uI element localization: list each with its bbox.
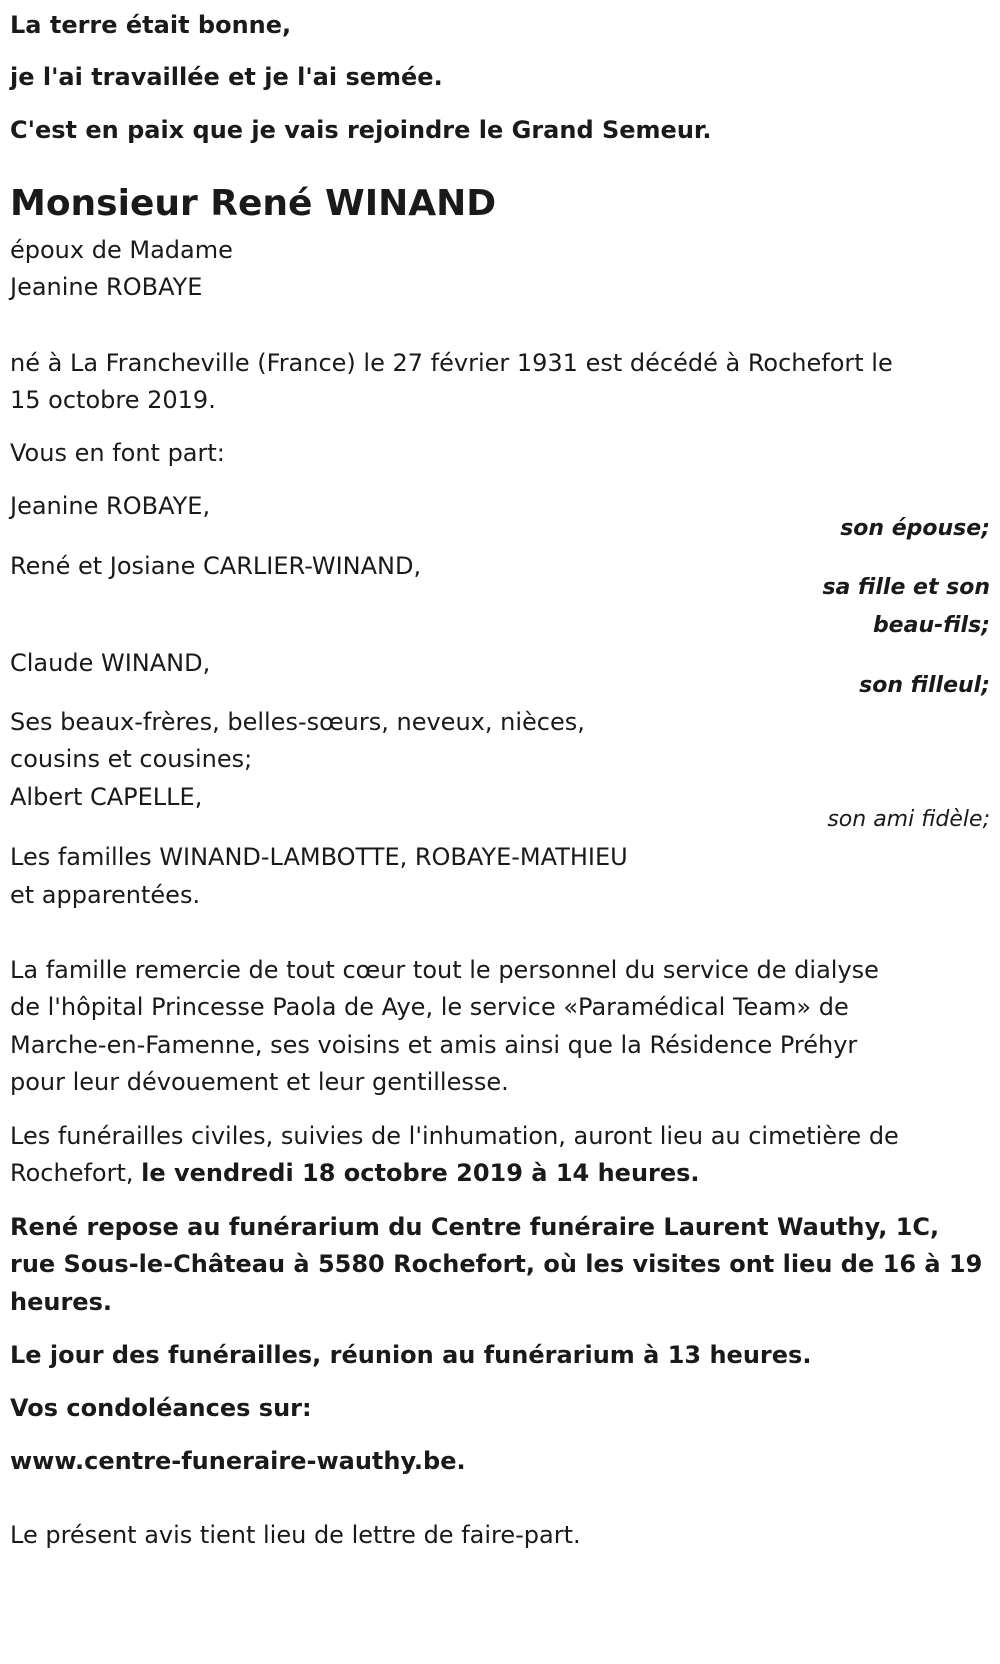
funeral-date: le vendredi 18 octobre 2019 à 14 heures. bbox=[141, 1159, 700, 1187]
family-member-1-name: Jeanine ROBAYE, bbox=[10, 492, 211, 520]
condolences-label: Vos condoléances sur: bbox=[10, 1394, 312, 1422]
funeral-place: Rochefort, bbox=[10, 1159, 142, 1187]
relatives-line-3: Albert CAPELLE, bbox=[10, 783, 203, 811]
birth-death-line-2: 15 octobre 2019. bbox=[10, 386, 216, 414]
repose-line-2: rue Sous-le-Château à 5580 Rochefort, où les visites ont lieu de 16 à 19 bbox=[10, 1250, 983, 1278]
repose-line-3: heures. bbox=[10, 1288, 112, 1316]
deceased-name: Monsieur René WINAND bbox=[10, 183, 497, 224]
thanks-line-2: de l'hôpital Princesse Paola de Aye, le service «Paramédical Team» de bbox=[10, 993, 849, 1021]
repose-line-1: René repose au funérarium du Centre funéraire Laurent Wauthy, 1C, bbox=[10, 1213, 940, 1241]
meeting-info: Le jour des funérailles, réunion au funérarium à 13 heures. bbox=[10, 1341, 812, 1369]
family-member-3-name: Claude WINAND, bbox=[10, 649, 211, 677]
epigraph-line-2: je l'ai travaillée et je l'ai semée. bbox=[10, 63, 443, 91]
spouse-line-2: Jeanine ROBAYE bbox=[10, 273, 203, 301]
funeral-line-2 bbox=[10, 1154, 700, 1192]
families-line-2: et apparentées. bbox=[10, 881, 201, 909]
announcement-intro: Vous en font part: bbox=[10, 439, 225, 467]
family-member-3-role: son filleul; bbox=[859, 673, 990, 698]
relatives-line-1: Ses beaux-frères, belles-sœurs, neveux, nièces, bbox=[10, 708, 585, 736]
thanks-line-3: Marche-en-Famenne, ses voisins et amis ainsi que la Résidence Préhyr bbox=[10, 1031, 858, 1059]
birth-death-line-1: né à La Francheville (France) le 27 février 1931 est décédé à Rochefort le bbox=[10, 349, 893, 377]
friend-role: son ami fidèle; bbox=[827, 807, 990, 832]
closing-note: Le présent avis tient lieu de lettre de faire-part. bbox=[10, 1521, 581, 1549]
family-member-2-name: René et Josiane CARLIER-WINAND, bbox=[10, 552, 422, 580]
family-member-2-role-line-2: beau-fils; bbox=[872, 613, 990, 638]
epigraph-line-3: C'est en paix que je vais rejoindre le Grand Semeur. bbox=[10, 116, 712, 144]
funeral-line-1: Les funérailles civiles, suivies de l'inhumation, auront lieu au cimetière de bbox=[10, 1122, 899, 1150]
epigraph-line-1: La terre était bonne, bbox=[10, 11, 292, 39]
relatives-line-2: cousins et cousines; bbox=[10, 745, 253, 773]
family-member-1-role: son épouse; bbox=[840, 516, 990, 541]
thanks-line-4: pour leur dévouement et leur gentillesse. bbox=[10, 1068, 509, 1096]
condolences-website[interactable]: www.centre-funeraire-wauthy.be. bbox=[10, 1447, 466, 1475]
families-line-1: Les familles WINAND-LAMBOTTE, ROBAYE-MATHIEU bbox=[10, 843, 628, 871]
spouse-line-1: époux de Madame bbox=[10, 236, 233, 264]
family-member-2-role-line-1: sa fille et son bbox=[822, 575, 990, 600]
thanks-line-1: La famille remercie de tout cœur tout le personnel du service de dialyse bbox=[10, 956, 879, 984]
